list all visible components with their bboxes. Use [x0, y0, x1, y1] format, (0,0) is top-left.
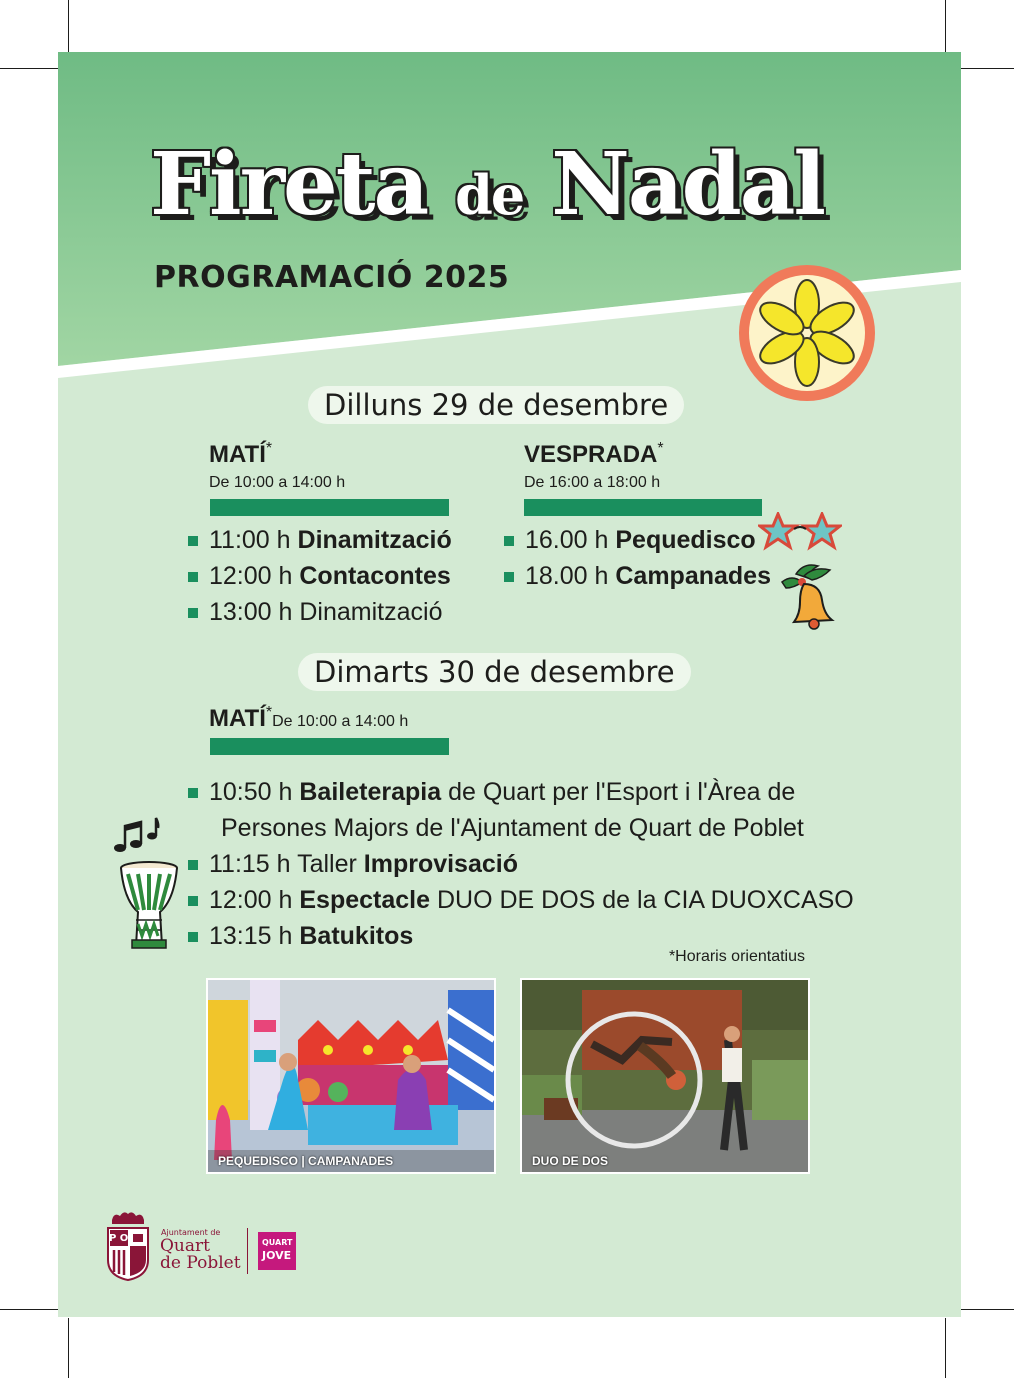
poster-title: Fireta de Nadal [150, 134, 825, 235]
morning-label: MATÍ* [209, 440, 273, 468]
day2-schedule-list [188, 774, 854, 954]
logo-divider [247, 1228, 248, 1274]
list-item: 11:00 h Dinamització [188, 522, 452, 558]
crop-mark [945, 0, 946, 52]
crop-mark [0, 1309, 58, 1310]
crop-mark [961, 1309, 1014, 1310]
crop-mark [68, 0, 69, 52]
photo-caption: DUO DE DOS [532, 1154, 609, 1168]
schedule-note: *Horaris orientatius [668, 948, 805, 965]
crop-mark [961, 68, 1014, 69]
morning-bar-day2 [210, 738, 449, 755]
drum-icon [118, 860, 180, 950]
list-item: 18.00 h Campanades [504, 558, 771, 594]
morning-hours: De 10:00 a 14:00 h [209, 474, 346, 491]
list-item: 12:00 h Contacontes [188, 558, 452, 594]
morning-bar [210, 499, 449, 516]
inflatable-scene-image [208, 980, 494, 1172]
bell-holly-icon [774, 560, 840, 632]
evening-hours: De 16:00 a 18:00 h [524, 474, 661, 491]
list-item: 10:50 h Baileterapia de Quart per l'Esport i l'Àrea de [188, 774, 854, 810]
morning-label-day2: MATÍ*De 10:00 a 14:00 h [209, 704, 409, 732]
list-item: 13:00 h Dinamització [188, 594, 452, 630]
photo-duo-de-dos [520, 978, 810, 1174]
evening-label: VESPRADA* [524, 440, 664, 468]
shield-letters: P O [109, 1233, 129, 1244]
photo-pequedisco [206, 978, 496, 1174]
ajuntament-name-line2: de Poblet [160, 1253, 241, 1273]
crop-mark [945, 1318, 946, 1378]
morning-schedule-list [188, 522, 452, 630]
list-item: 11:15 h Taller Improvisació [188, 846, 854, 882]
quart-jove-logo [258, 1232, 296, 1270]
day-title-monday: Dilluns 29 de desembre [308, 386, 684, 424]
stars-glasses-icon [758, 512, 842, 552]
crop-mark [68, 1318, 69, 1378]
day-title-tuesday: Dimarts 30 de desembre [298, 653, 691, 691]
ajuntament-name-line1: Quart [160, 1236, 210, 1256]
crop-mark [0, 68, 58, 69]
lemon-slice-icon [736, 262, 878, 404]
poster-subtitle: PROGRAMACIÓ 2025 [154, 260, 510, 295]
music-notes-icon [112, 816, 160, 856]
list-item: 12:00 h Espectacle DUO DE DOS de la CIA DUOXCASO [188, 882, 854, 918]
acrobat-scene-image [522, 980, 808, 1172]
list-item-continuation: Persones Majors de l'Ajuntament de Quart de Poblet [221, 814, 804, 842]
list-item: 13:15 h Batukitos [188, 918, 854, 954]
list-item: 16.00 h Pequedisco [504, 522, 771, 558]
ajuntament-shield-icon [106, 1210, 150, 1282]
poster [58, 52, 961, 1317]
evening-bar [524, 499, 762, 516]
photo-caption: PEQUEDISCO | CAMPANADES [218, 1154, 394, 1168]
quart-jove-line2: JOVE [262, 1249, 292, 1262]
ajuntament-small-text: Ajuntament de [161, 1228, 221, 1237]
quart-jove-line1: QUART [262, 1238, 293, 1247]
evening-schedule-list [504, 522, 771, 594]
